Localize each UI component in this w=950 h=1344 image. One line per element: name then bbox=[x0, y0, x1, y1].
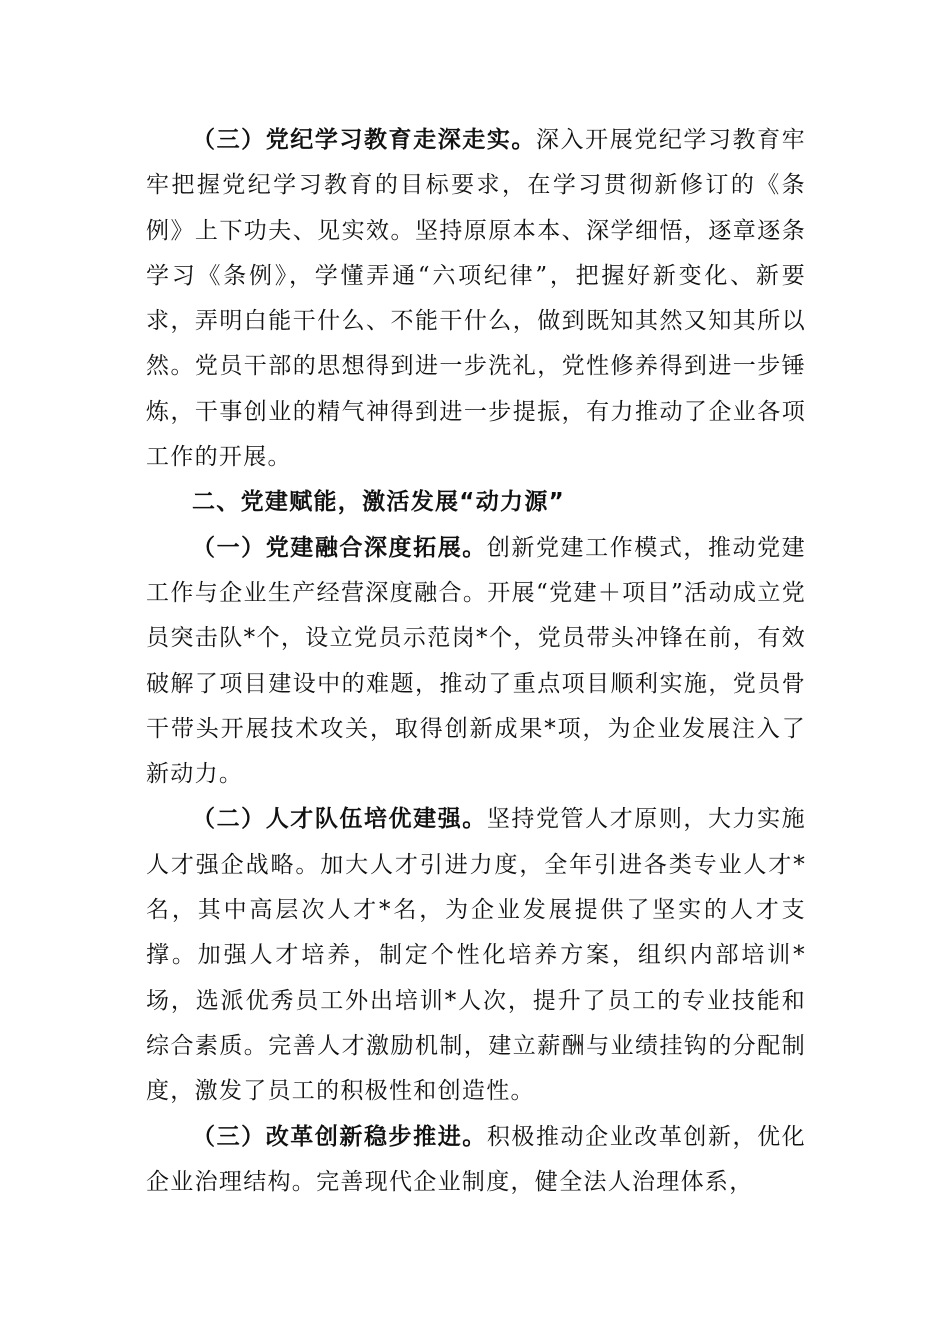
paragraph-lead: （三）改革创新稳步推进。 bbox=[192, 1123, 487, 1150]
paragraph-body: 积极推动企业改革创新，优化企业治理结构。完善现代企业制度，健全法人治理体系， bbox=[146, 1123, 806, 1195]
document-body bbox=[146, 118, 806, 1205]
paragraph-lead: （一）党建融合深度拓展。 bbox=[192, 534, 487, 561]
paragraph-lead: （三）党纪学习教育走深走实。 bbox=[192, 127, 536, 153]
paragraph-body: 深入开展党纪学习教育牢牢把握党纪学习教育的目标要求，在学习贯彻新修订的《条例》上下功夫、见实效。坚持原原本本、深学细悟，逐章逐条学习《条例》，学懂弄通“六项纪律”，把握好新变化、新要求，弄明白能干什么、不能干什么，做到既知其然又知其所以然。党员干部的思想得到进一步洗礼，党性修养得到进一步锤炼，干事创业的精气神得到进一步提振，有力推动了企业各项工作的开展。 bbox=[146, 127, 806, 471]
paragraph-body: 创新党建工作模式，推动党建工作与企业生产经营深度融合。开展“党建＋项目”活动成立党员突击队*个，设立党员示范岗*个，党员带头冲锋在前，有效破解了项目建设中的难题，推动了重点项目顺利实施，党员骨干带头开展技术攻关，取得创新成果*项，为企业发展注入了新动力。 bbox=[146, 534, 806, 788]
paragraph-party-building-integration bbox=[146, 526, 806, 798]
paragraph-reform-innovation bbox=[146, 1115, 806, 1206]
section-heading-two: 二、党建赋能，激活发展“动力源” bbox=[192, 489, 566, 516]
paragraph-body: 坚持党管人才原则，大力实施人才强企战略。加大人才引进力度，全年引进各类专业人才*名，其中高层次人才*名，为企业发展提供了坚实的人才支撑。加强人才培养，制定个性化培养方案，组织内部培训*场，选派优秀员工外出培训*人次，提升了员工的专业技能和综合素质。完善人才激励机制，建立薪酬与业绩挂钩的分配制度，激发了员工的积极性和创造性。 bbox=[146, 806, 806, 1105]
paragraph-talent-team bbox=[146, 797, 806, 1114]
paragraph-lead: （二）人才队伍培优建强。 bbox=[192, 806, 487, 833]
paragraph-party-discipline-education bbox=[146, 118, 806, 480]
